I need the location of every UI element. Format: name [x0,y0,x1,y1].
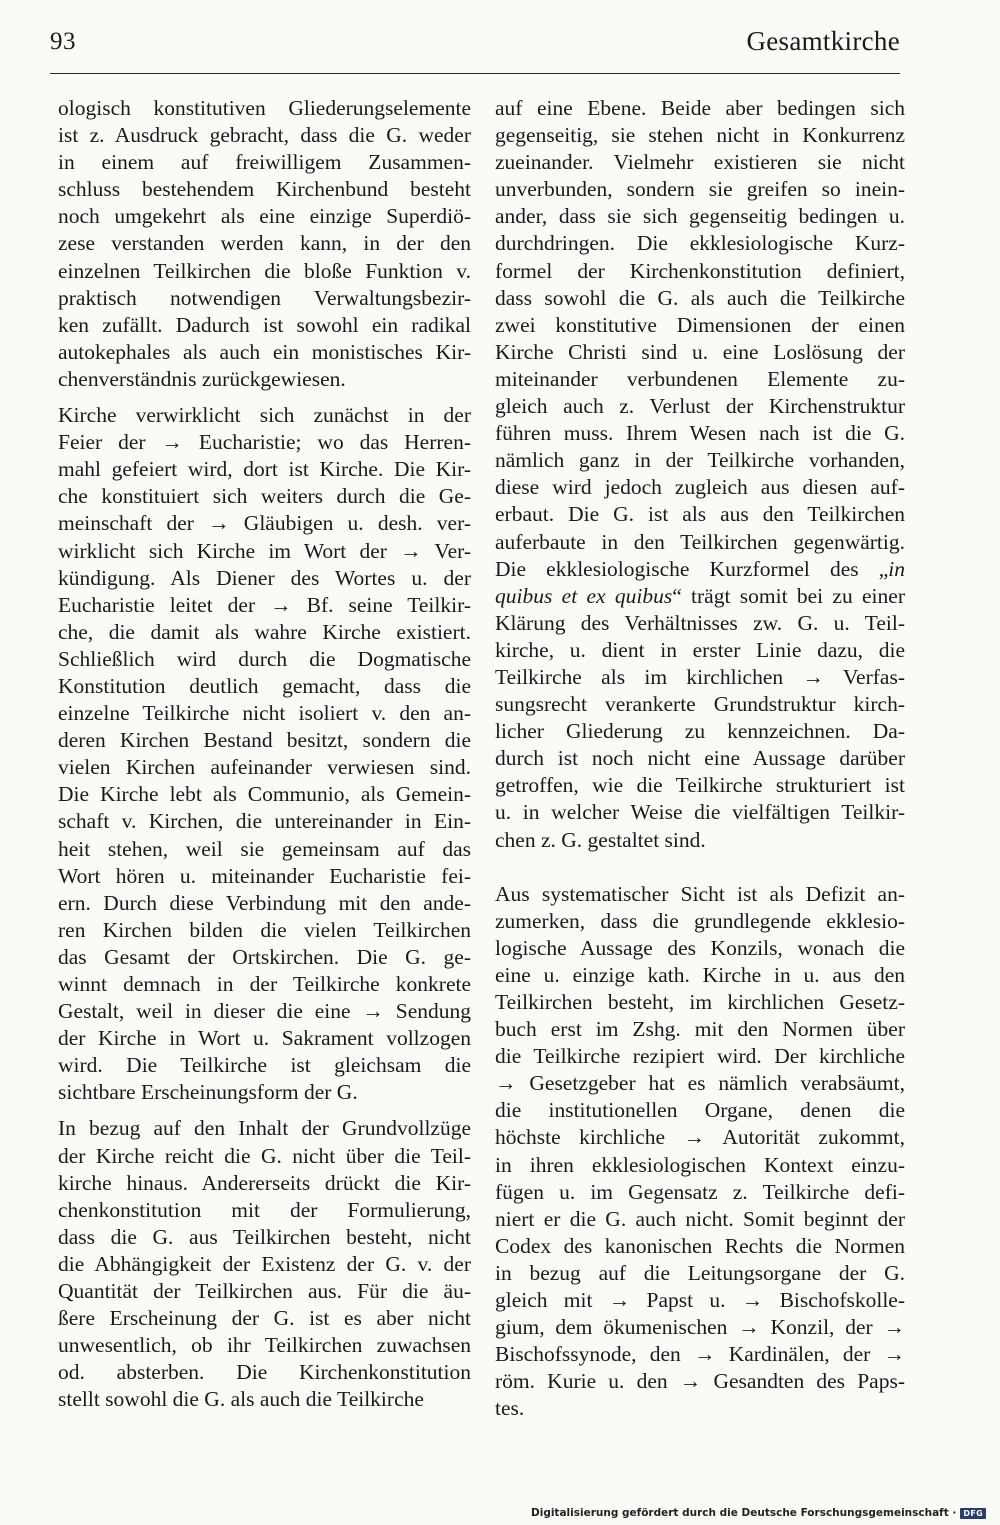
text-line: schaft v. Kirchen, die untereinander in Ein- [58,809,471,834]
text-line: chenverständnis zurückgewiesen. [58,366,346,391]
right-column-paragraph [495,881,905,1423]
text-line: stellt sowohl die G. als auch die Teilkirche [58,1387,424,1412]
dfg-logo: DFG [960,1508,986,1519]
text-line: die Abhängigkeit der Existenz der G. v. der [58,1251,471,1276]
text-line: Klärung des Verhältnisses zw. G. u. Teil- [495,610,905,635]
text-line: höchste kirchliche → Autorität zukommt, [495,1125,905,1150]
text-line: in ihren ekklesiologischen Kontext einzu- [495,1152,905,1177]
page-header [50,24,900,64]
text-line: heit stehen, weil sie gemeinsam auf das [58,836,471,861]
text-line: Wort hören u. miteinander Eucharistie fei- [58,863,471,888]
text-line: Teilkirche als im kirchlichen → Verfas- [495,664,905,689]
running-head: Gesamtkirche [746,26,900,56]
text-line: Kirche Christi sind u. eine Loslösung der [495,339,905,364]
text-line: winnt demnach in der Teilkirche konkrete [58,972,471,996]
text-line: quibus et ex quibus“ trägt somit bei zu einer [495,583,905,608]
text-line: in bezug auf die Leitungsorgane der G. [495,1260,905,1285]
text-line: die Teilkirche rezipiert wird. Der kirchliche [495,1044,905,1069]
text-line: Eucharistie leitet der → Bf. seine Teilkir- [58,592,471,617]
text-line: gegenseitig, sie stehen nicht in Konkurrenz [495,123,905,148]
text-line: eine u. einzige kath. Kirche in u. aus den [495,962,905,987]
text-line: wird. Die Teilkirche ist gleichsam die [58,1053,471,1078]
text-line: miteinander verbundenen Elemente zu- [495,366,905,391]
right-column-paragraph [495,95,905,854]
text-line: zese verstanden werden kann, in der den [58,231,471,256]
text-line: getroffen, wie die Teilkirche strukturiert ist [495,773,905,798]
text-line: unverbunden, sondern sie greifen so inein- [495,177,905,202]
text-line: ologisch konstitutiven Gliederungselemente [58,96,471,120]
text-line: ren Kirchen bilden die vielen Teilkirchen [58,917,471,942]
text-line: formel der Kirchenkonstitution definiert, [495,258,905,283]
text-line: gium, dem ökumenischen → Konzil, der → [495,1315,905,1340]
text-line: durchdringen. Die ekklesiologische Kurz- [495,231,905,256]
text-line: schluss bestehendem Kirchenbund besteht [58,177,471,202]
text-line: Bischofssynode, den → Kardinälen, der → [495,1342,905,1367]
text-line: röm. Kurie u. den → Gesandten des Paps- [495,1369,905,1394]
text-line: che konstituiert sich weiters durch die Ge- [58,484,471,509]
text-line: chen z. G. gestaltet sind. [495,827,706,852]
text-line: der Kirche reicht die G. nicht über die Teil- [58,1143,471,1168]
text-line: kündigung. Als Diener des Wortes u. der [58,565,471,590]
text-line: nämlich ganz in der Teilkirche vorhanden, [495,448,905,473]
left-column [58,95,471,1414]
text-line: einzelnen Teilkirchen die bloße Funktion v. [58,258,471,283]
digitization-credit [531,1507,986,1519]
text-line: ken zufällt. Dadurch ist sowohl ein radikal [58,312,471,337]
text-line: mahl gefeiert wird, dort ist Kirche. Die Kir- [58,457,471,482]
text-line: noch umgekehrt als eine einzige Superdiö- [58,204,471,229]
text-line: führen muss. Ihrem Wesen nach ist die G. [495,421,905,446]
text-line: zueinander. Vielmehr existieren sie nicht [495,150,905,175]
text-line: Feier der → Eucharistie; wo das Herren- [58,430,471,455]
text-line: ist z. Ausdruck gebracht, dass die G. weder [58,123,471,148]
text-line: Die Kirche lebt als Communio, als Gemein- [58,782,471,807]
text-line: wirklicht sich Kirche im Wort der → Ver- [58,538,471,563]
text-line: dass die G. aus Teilkirchen besteht, nicht [58,1224,471,1249]
header-rule [50,73,900,74]
left-column-paragraph [58,95,471,393]
text-line: Codex des kanonischen Rechts die Normen [495,1233,905,1258]
text-line: durch ist noch nicht eine Aussage darüber [495,746,905,771]
text-line: das Gesamt der Ortskirchen. Die G. ge- [58,944,471,969]
text-line: niert er die G. auch nicht. Somit beginnt der [495,1206,905,1231]
text-line: autokephales als auch ein monistisches Kir- [58,339,471,364]
text-line: tes. [495,1396,525,1421]
text-line: diese wird jedoch zugleich aus diesen auf- [495,475,905,500]
text-line: der Kirche in Wort u. Sakrament vollzogen [58,1026,471,1051]
text-line: ßere Erscheinung der G. ist es aber nicht [58,1306,471,1331]
text-line: erbaut. Die G. ist als aus den Teilkirchen [495,502,905,527]
text-line: dass sowohl die G. als auch die Teilkirche [495,285,905,310]
text-line: Schließlich wird durch die Dogmatische [58,646,471,671]
text-line: die institutionellen Organe, denen die [495,1098,905,1123]
text-line: ern. Durch diese Verbindung mit den ande- [58,890,471,915]
text-line: Gestalt, weil in dieser die eine → Sendung [58,999,471,1024]
text-line: ander, dass sie sich gegenseitig bedingen u. [495,204,905,229]
text-line: Quantität der Teilkirchen aus. Für die äu- [58,1279,471,1304]
text-line: meinschaft der → Gläubigen u. desh. ver- [58,511,471,536]
text-line: Die ekklesiologische Kurzformel des „in [495,556,905,581]
text-line: zumerken, dass die grundlegende ekklesio- [495,908,905,933]
text-line: sungsrecht verankerte Grundstruktur kirch- [495,692,905,717]
left-column-paragraph [58,1115,471,1413]
text-line: → Gesetzgeber hat es nämlich verabsäumt, [495,1071,905,1096]
text-line: auferbaute in den Teilkirchen gegenwärtig. [495,529,905,554]
text-line: licher Gliederung zu kennzeichnen. Da- [495,719,905,744]
text-line: kirche hinaus. Andererseits drückt die Kir- [58,1170,471,1195]
text-line: einzelne Teilkirche nicht isoliert v. den an- [58,701,471,726]
text-line: od. absterben. Die Kirchenkonstitution [58,1360,471,1385]
text-line: sichtbare Erscheinungsform der G. [58,1080,358,1105]
text-line: praktisch notwendigen Verwaltungsbezir- [58,285,471,310]
text-line: fügen u. im Gegensatz z. Teilkirche defi- [495,1179,905,1204]
text-line: vielen Kirchen aufeinander verwiesen sind. [58,755,471,780]
text-line: logische Aussage des Konzils, wonach die [495,935,905,960]
text-line: deren Kirchen Bestand besitzt, sondern die [58,728,471,753]
text-line: che, die damit als wahre Kirche existiert. [58,619,471,644]
text-line: unwesentlich, ob ihr Teilkirchen zuwachsen [58,1333,471,1358]
text-line: Teilkirchen besteht, im kirchlichen Gesetz- [495,990,905,1014]
text-line: Aus systematischer Sicht ist als Defizit an- [495,881,905,906]
text-line: gleich auch z. Verlust der Kirchenstruktur [495,394,905,419]
page-number: 93 [50,28,76,55]
text-line: u. in welcher Weise die vielfältigen Teilkir- [495,800,905,825]
text-line: buch erst im Zshg. mit den Normen über [495,1017,905,1042]
right-column [495,95,905,1423]
text-line: in einem auf freiwilligem Zusammen- [58,150,471,175]
text-line: zwei konstitutive Dimensionen der einen [495,312,905,337]
text-line: chenkonstitution mit der Formulierung, [58,1197,471,1222]
text-line: kirche, u. dient in erster Linie dazu, die [495,637,905,662]
text-line: In bezug auf den Inhalt der Grundvollzüge [58,1116,471,1141]
text-line: gleich mit → Papst u. → Bischofskolle- [495,1288,905,1313]
credit-text: Digitalisierung gefördert durch die Deutsche Forschungsgemeinschaft · [531,1507,957,1519]
text-line: auf eine Ebene. Beide aber bedingen sich [495,96,905,120]
text-line: Konstitution deutlich gemacht, dass die [58,673,471,698]
text-line: Kirche verwirklicht sich zunächst in der [58,403,471,428]
left-column-paragraph [58,402,471,1106]
